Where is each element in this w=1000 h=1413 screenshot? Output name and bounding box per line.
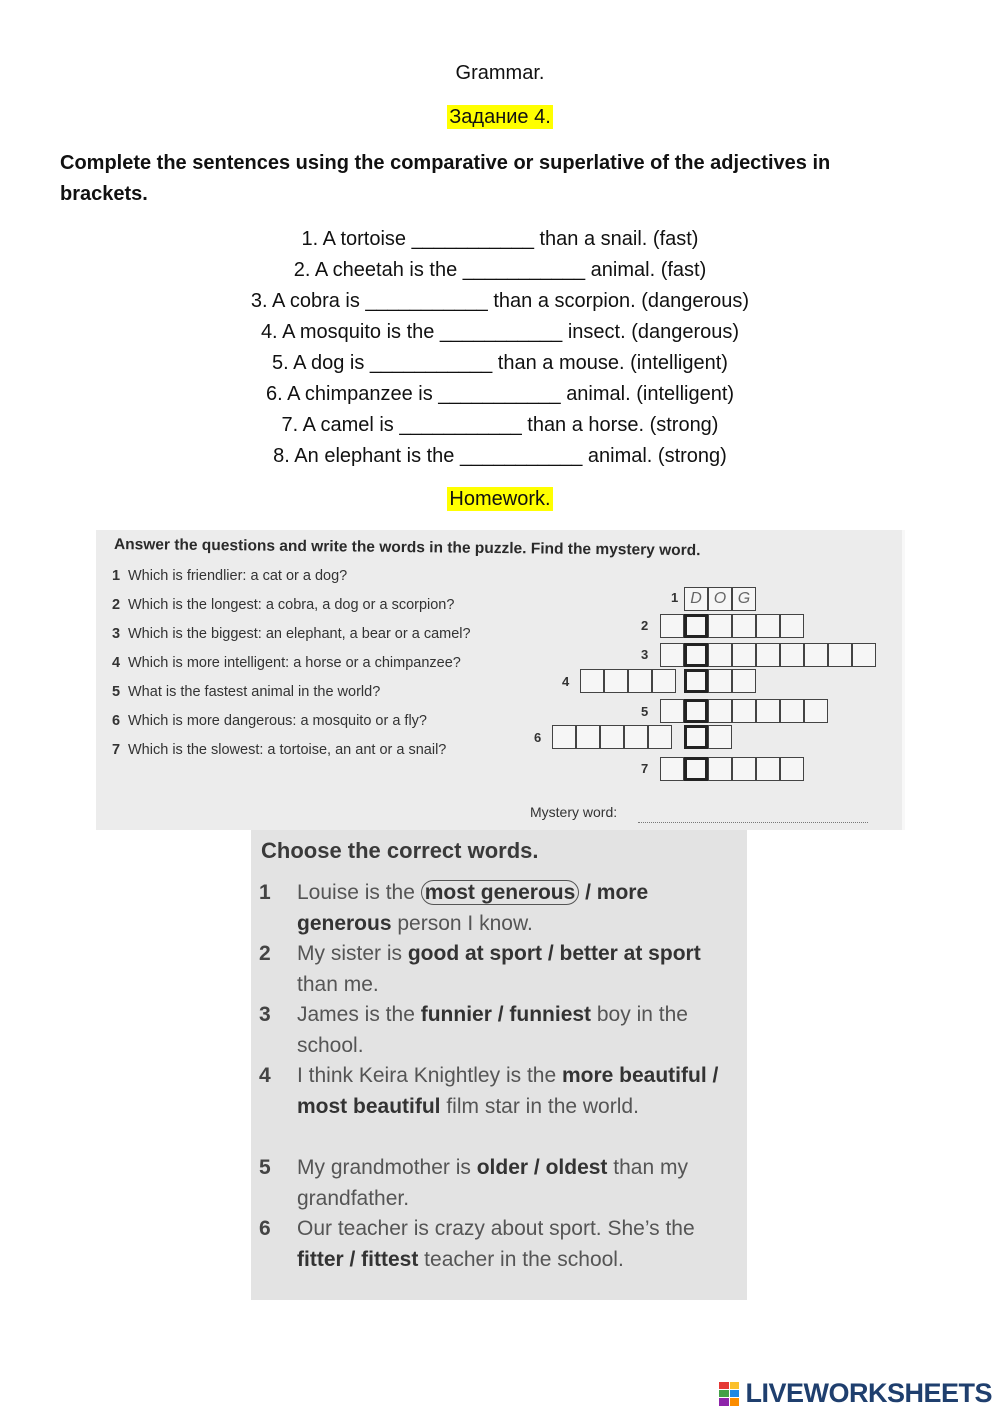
crossword-cell[interactable]: [756, 614, 780, 638]
crossword-cell[interactable]: [660, 643, 684, 667]
crossword-cell[interactable]: [708, 614, 732, 638]
crossword-cell[interactable]: [732, 643, 756, 667]
crossword-image: [96, 530, 905, 830]
crossword-cell-mystery[interactable]: [684, 614, 708, 638]
crossword-cell[interactable]: D: [684, 587, 708, 611]
crossword-cell[interactable]: [780, 614, 804, 638]
choose-item-4[interactable]: 4 I think Keira Knightley is the more beautiful / most beautiful film star in the world.: [259, 1064, 719, 1118]
crossword-cell[interactable]: [708, 725, 732, 749]
crossword-cell[interactable]: [852, 643, 876, 667]
crossword-cell[interactable]: [652, 669, 676, 693]
choose-item-2[interactable]: 2 My sister is good at sport / better at sport than me.: [259, 942, 701, 996]
crossword-cell[interactable]: [804, 643, 828, 667]
choose-item-3[interactable]: 3 James is the funnier / funniest boy in the school.: [259, 1003, 688, 1057]
task-label-row: [0, 106, 1000, 129]
question-7: 7 Which is the slowest: a tortoise, an ant or a snail?: [112, 742, 447, 758]
crossword-cell-mystery[interactable]: [684, 725, 708, 749]
row-number-7: 7: [641, 761, 649, 776]
sentence-4: 4. A mosquito is the ___________ insect. (dangerous): [260, 321, 740, 343]
brand-name: LIVEWORKSHEETS: [745, 1378, 992, 1408]
choose-item-5[interactable]: 5 My grandmother is older / oldest than my grandfather.: [259, 1156, 688, 1210]
question-1: 1 Which is friendlier: a cat or a dog?: [112, 568, 348, 584]
crossword-cell[interactable]: [648, 725, 672, 749]
choose-heading: Choose the correct words.: [261, 838, 539, 863]
crossword-cell[interactable]: [628, 669, 652, 693]
sentence-7: 7. A camel is ___________ than a horse. (strong): [281, 414, 719, 436]
question-2: 2 Which is the longest: a cobra, a dog or a scorpion?: [112, 597, 455, 613]
crossword-cell[interactable]: [828, 643, 852, 667]
crossword-cell[interactable]: [756, 643, 780, 667]
page-title: Grammar.: [455, 62, 545, 84]
liveworksheets-logo[interactable]: [719, 1378, 992, 1409]
question-4: 4 Which is more intelligent: a horse or a chimpanzee?: [112, 655, 461, 671]
sentence-2: 2. A cheetah is the ___________ animal. (fast): [293, 259, 707, 281]
row-number-3: 3: [641, 647, 649, 662]
sentence-8: 8. An elephant is the ___________ animal. (strong): [273, 445, 727, 467]
sentence-1: 1. A tortoise ___________ than a snail. (fast): [301, 228, 699, 250]
crossword-cell[interactable]: [576, 725, 600, 749]
mystery-word-label: Mystery word:: [530, 804, 618, 820]
crossword-cell[interactable]: [708, 699, 732, 723]
crossword-cell[interactable]: G: [732, 587, 756, 611]
question-5: 5 What is the fastest animal in the world?: [112, 684, 381, 700]
row-number-1: 1: [671, 590, 679, 605]
task-label: Задание 4.: [449, 106, 551, 128]
sentence-5: 5. A dog is ___________ than a mouse. (intelligent): [272, 352, 728, 374]
crossword-cell[interactable]: [756, 757, 780, 781]
crossword-cell[interactable]: [780, 699, 804, 723]
liveworksheets-logo-icon: [719, 1382, 739, 1406]
crossword-cell[interactable]: [660, 614, 684, 638]
crossword-cell-mystery[interactable]: [684, 643, 708, 667]
instruction: Complete the sentences using the comparative or superlative of the adjectives in brackets.: [60, 152, 831, 205]
crossword-cell[interactable]: [804, 699, 828, 723]
crossword-cell-mystery[interactable]: [684, 699, 708, 723]
crossword-cell[interactable]: [604, 669, 628, 693]
crossword-cell[interactable]: [708, 643, 732, 667]
crossword-cell[interactable]: [552, 725, 576, 749]
row-number-4: 4: [562, 674, 570, 689]
row-number-5: 5: [641, 704, 649, 719]
homework-label: Homework.: [449, 488, 551, 510]
crossword-cell[interactable]: O: [708, 587, 732, 611]
crossword-cell[interactable]: [732, 614, 756, 638]
crossword-cell[interactable]: [756, 699, 780, 723]
crossword-heading: Answer the questions and write the words in the puzzle. Find the mystery word.: [113, 536, 701, 560]
crossword-cell-mystery[interactable]: [684, 669, 708, 693]
crossword-cell[interactable]: [732, 699, 756, 723]
crossword-cell-mystery[interactable]: [684, 757, 708, 781]
circled-answer: most generous: [421, 880, 580, 905]
crossword-cell[interactable]: [708, 669, 732, 693]
homework-label-row: [0, 488, 1000, 511]
crossword-cell[interactable]: [660, 757, 684, 781]
sentence-list: [0, 224, 1000, 472]
crossword-cell[interactable]: [780, 757, 804, 781]
sentence-3: 3. A cobra is ___________ than a scorpion. (dangerous): [250, 290, 750, 312]
crossword-cell[interactable]: [732, 757, 756, 781]
crossword-cell[interactable]: [624, 725, 648, 749]
crossword-cell[interactable]: [580, 669, 604, 693]
row-number-6: 6: [534, 730, 542, 745]
crossword-cell[interactable]: [600, 725, 624, 749]
choose-item-1: 1 Louise is the most generous / more generous person I know.: [259, 881, 649, 935]
question-3: 3 Which is the biggest: an elephant, a bear or a camel?: [112, 626, 471, 642]
crossword-cell[interactable]: [780, 643, 804, 667]
choose-item-6[interactable]: 6 Our teacher is crazy about sport. She’s the fitter / fittest teacher in the school.: [259, 1217, 695, 1271]
mystery-word-line[interactable]: [638, 822, 868, 823]
question-6: 6 Which is more dangerous: a mosquito or a fly?: [112, 713, 427, 729]
crossword-cell[interactable]: [732, 669, 756, 693]
crossword-cell[interactable]: [660, 699, 684, 723]
choose-words-image: [251, 830, 747, 1300]
row-number-2: 2: [641, 618, 649, 633]
sentence-6: 6. A chimpanzee is ___________ animal. (intelligent): [265, 383, 735, 405]
crossword-cell[interactable]: [708, 757, 732, 781]
